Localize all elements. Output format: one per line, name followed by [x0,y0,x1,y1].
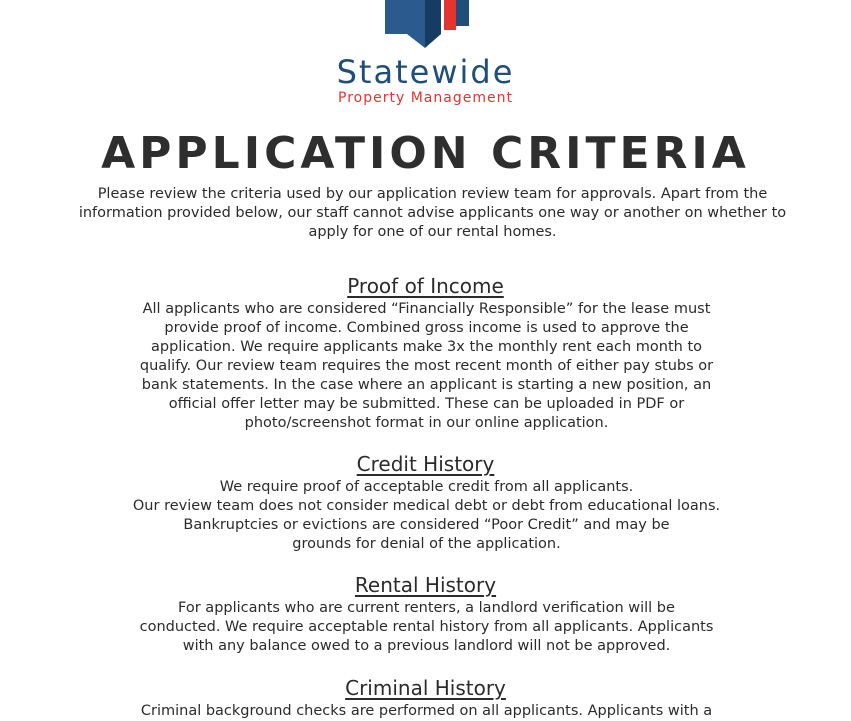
section-body-criminal-history: Criminal background checks are performed on all applicants. Applicants with a [140,703,713,719]
section-body-credit-history [128,478,725,554]
credit-line-2: Our review team does not consider medical debt or debt from educational loans. [132,498,721,514]
credit-line-1: We require proof of acceptable credit from all applicants. [219,479,634,495]
section-title-rental-history: Rental History [354,573,497,597]
section-body-rental-history: For applicants who are current renters, a landlord verification will be conducted. We require acceptable rental history from all applicants. Applicants with any balance owed to a previous landlord will not be approved. [139,600,714,654]
building-logo-icon [383,0,471,50]
credit-line-3: Bankruptcies or evictions are considered “Poor Credit” and may be grounds for denial of the application. [183,517,670,552]
section-title-criminal-history: Criminal History [345,676,506,700]
page-title: APPLICATION CRITERIA [101,128,750,179]
intro-paragraph: Please review the criteria used by our application review team for approvals. Apart from the information provided below, our staff cannot advise applicants one way or another on whether to apply for one of our rental homes. [78,186,787,240]
brand-name: Statewide [336,53,515,91]
section-title-proof-of-income: Proof of Income [347,274,504,298]
section-title-credit-history: Credit History [356,452,495,476]
brand-tagline: Property Management [338,90,513,106]
section-body-proof-of-income: All applicants who are considered “Financially Responsible” for the lease must provide proof of income. Combined gross income is used to approve the application. We require applicants make 3x the monthly rent each month to qualify. Our review team requires the most recent month of either pay stubs or bank statements. In the case where an applicant is starting a new position, an official offer letter may be submitted. These can be uploaded in PDF or photo/screenshot format in our online application. [139,301,714,431]
